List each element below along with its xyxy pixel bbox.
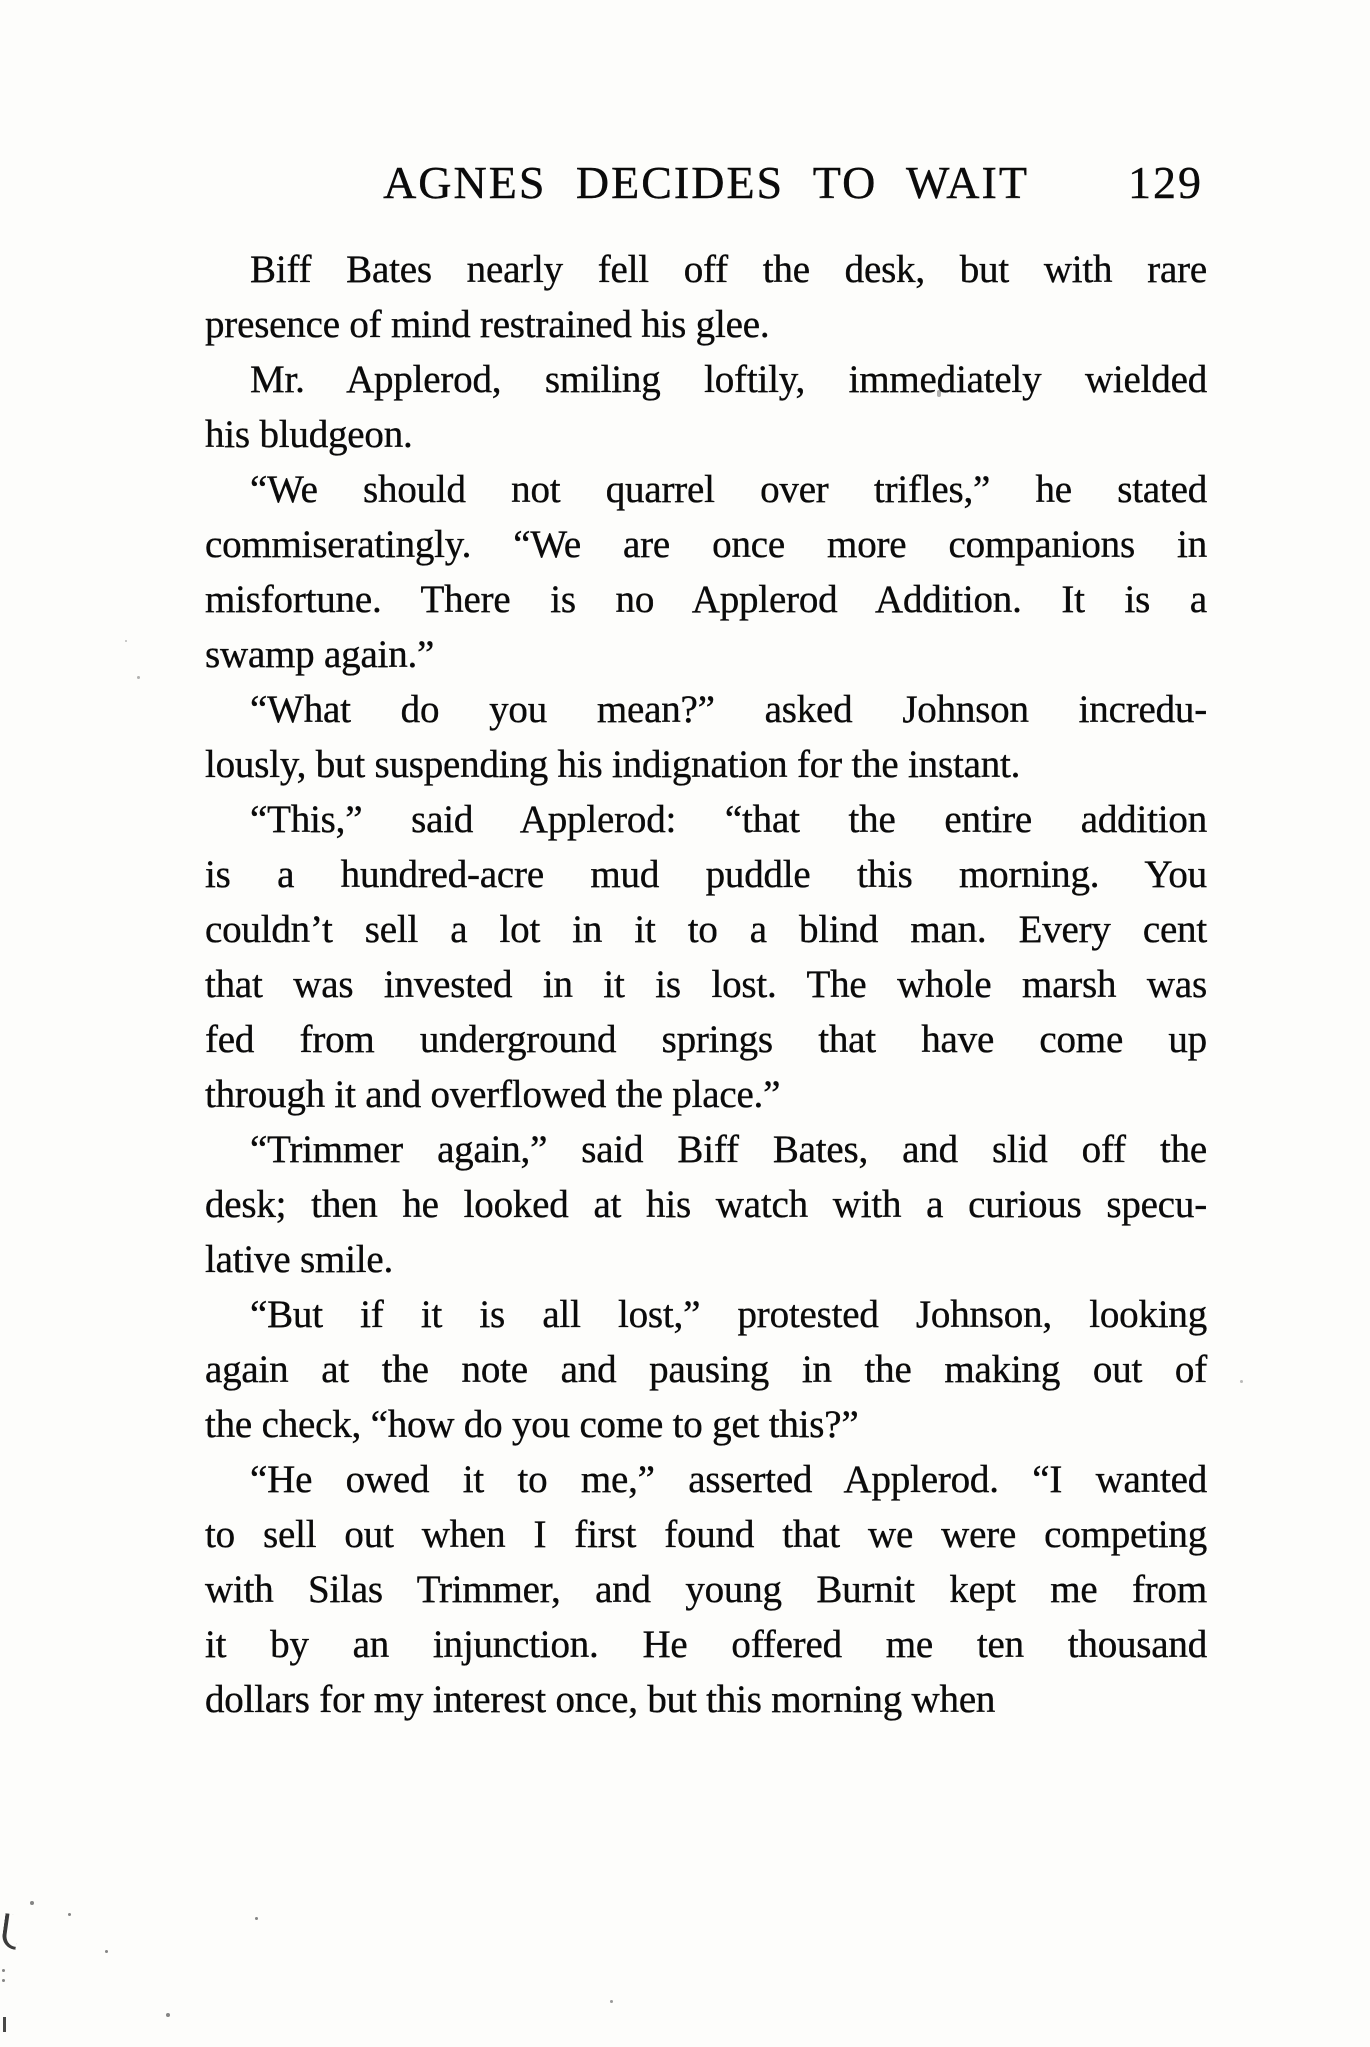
page-number: 129 bbox=[1128, 157, 1203, 208]
text-line: commiseratingly. “We are once more companions in bbox=[205, 523, 1207, 566]
ink-mark bbox=[1, 1913, 21, 1950]
scan-speck bbox=[255, 1917, 258, 1920]
text-line: lously, but suspending his indignation for the instant. bbox=[205, 743, 1021, 786]
scan-speck bbox=[125, 640, 127, 642]
scan-speck bbox=[2, 1969, 5, 1972]
text-line: that was invested in it is lost. The whole marsh was bbox=[205, 963, 1207, 1006]
scan-speck bbox=[937, 390, 941, 397]
text-line: “Trimmer again,” said Biff Bates, and slid off the bbox=[250, 1128, 1207, 1171]
text-line: “What do you mean?” asked Johnson incredu- bbox=[250, 688, 1207, 731]
scan-speck bbox=[137, 676, 140, 679]
text-line: lative smile. bbox=[205, 1238, 394, 1281]
scan-speck bbox=[105, 1950, 108, 1953]
text-line: presence of mind restrained his glee. bbox=[205, 303, 770, 346]
scan-speck bbox=[2, 1979, 5, 1982]
text-line: “He owed it to me,” asserted Applerod. “I wanted bbox=[250, 1458, 1207, 1501]
text-line: again at the note and pausing in the making out of bbox=[205, 1348, 1207, 1391]
page-header bbox=[205, 156, 1207, 212]
text-line: dollars for my interest once, but this morning when bbox=[205, 1678, 996, 1721]
text-line: through it and overflowed the place.” bbox=[205, 1073, 781, 1116]
text-line: “But if it is all lost,” protested Johnson, looking bbox=[250, 1293, 1207, 1336]
text-line: couldn’t sell a lot in it to a blind man. Every cent bbox=[205, 908, 1207, 951]
text-line: Mr. Applerod, smiling loftily, immediately wielded bbox=[250, 358, 1207, 401]
scan-speck bbox=[68, 1913, 71, 1916]
text-line: with Silas Trimmer, and young Burnit kept me from bbox=[205, 1568, 1207, 1611]
scan-speck bbox=[1240, 1380, 1243, 1383]
text-line: his bludgeon. bbox=[205, 413, 413, 456]
text-line: to sell out when I first found that we were competing bbox=[205, 1513, 1207, 1556]
text-line: misfortune. There is no Applerod Addition. It is a bbox=[205, 578, 1207, 621]
text-line: swamp again.” bbox=[205, 633, 435, 676]
running-head-title: AGNES DECIDES TO WAIT bbox=[383, 157, 1029, 208]
page-body bbox=[205, 242, 1207, 1727]
text-line: Biff Bates nearly fell off the desk, but with rare bbox=[250, 248, 1207, 291]
scan-speck bbox=[166, 2013, 170, 2017]
text-line: “We should not quarrel over trifles,” he stated bbox=[250, 468, 1207, 511]
ink-tick-mark bbox=[3, 2017, 6, 2032]
scan-speck bbox=[610, 2000, 613, 2003]
text-line: the check, “how do you come to get this?” bbox=[205, 1403, 859, 1446]
text-line: “This,” said Applerod: “that the entire addition bbox=[250, 798, 1207, 841]
text-line: is a hundred-acre mud puddle this morning. You bbox=[205, 853, 1207, 896]
text-line: it by an injunction. He offered me ten thousand bbox=[205, 1623, 1207, 1666]
text-line: fed from underground springs that have come up bbox=[205, 1018, 1207, 1061]
text-line: desk; then he looked at his watch with a curious specu- bbox=[205, 1183, 1207, 1226]
scan-speck bbox=[30, 1901, 34, 1905]
